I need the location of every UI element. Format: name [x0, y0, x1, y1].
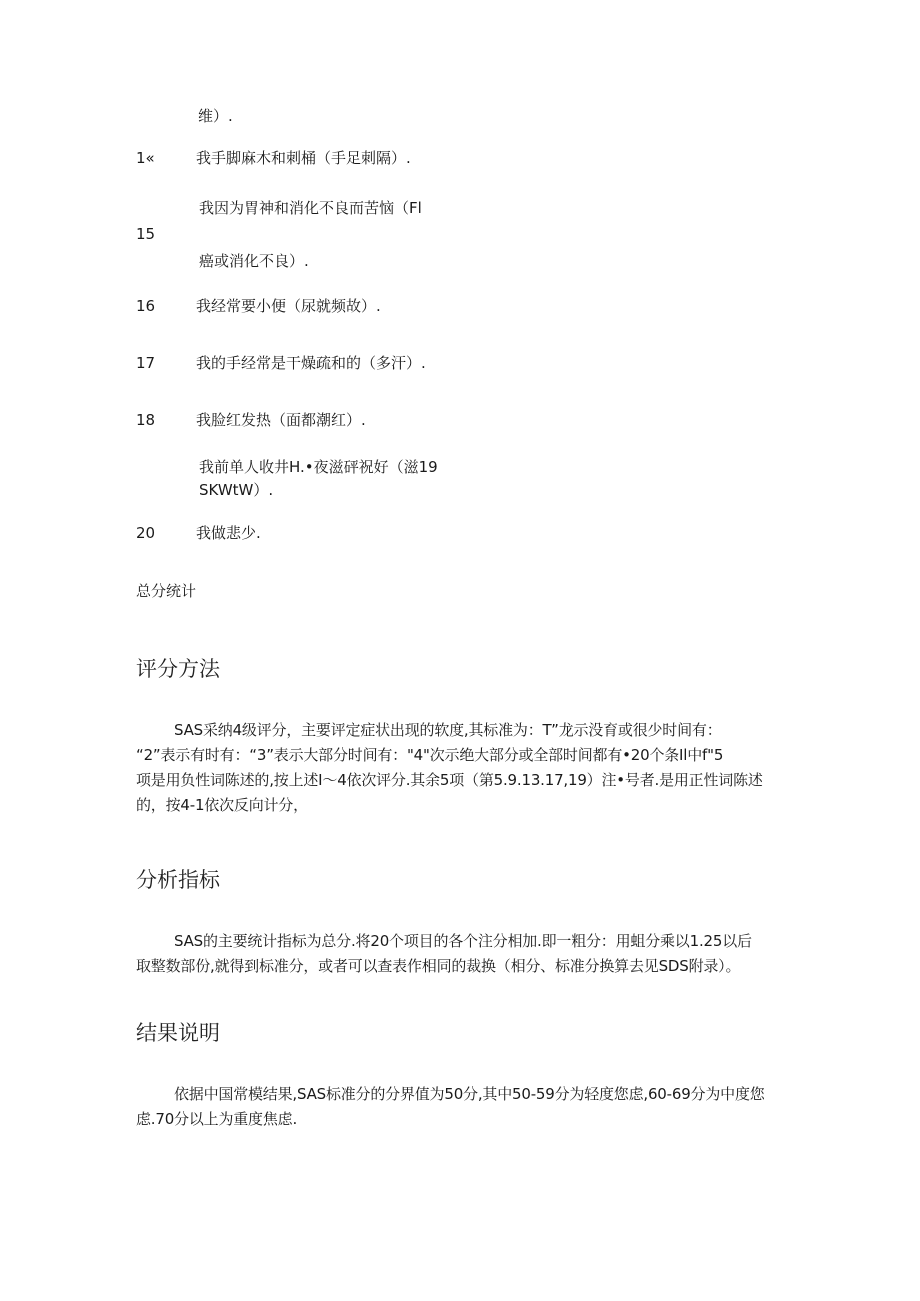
item-19-text-line1: 我前单人收井H.•夜滋砰祝好（滋19 [199, 458, 438, 476]
item-14-text: 我手脚麻木和刺桶（手足刺隔）. [196, 149, 411, 167]
item-number: 1« [136, 149, 155, 167]
item-19-text-line2: SKWtW）. [199, 481, 274, 499]
item-number: 16 [136, 297, 156, 315]
item-13-continuation [198, 105, 233, 127]
total-score-label: 总分统计 [136, 582, 197, 600]
item-number: 18 [136, 411, 156, 429]
item-18-text: 我脸红发热（面都潮红）. [196, 411, 366, 429]
item-15-text-line1: 我因为胃神和消化不良而苦恼（Fl [199, 199, 422, 217]
item-20-text: 我做悲少. [196, 524, 261, 542]
item-17-text: 我的手经常是干燥疏和的（多汗）. [196, 354, 426, 372]
paragraph-line: 的，按4-1依次反向计分， [136, 796, 308, 814]
scoring-method-paragraph [136, 718, 784, 818]
paragraph-line: 项是用负性词陈述的,按上述I〜4依次评分.其余5项（第5.9.13.17,19）注•号者.是用正性词陈述 [136, 771, 763, 789]
item-number: 15 [136, 225, 156, 243]
paragraph-line: “2”表示有时有：“3”表示大部分时间有："4"次示绝大部分或全部时间都有•20个条Il中f"5 [136, 746, 724, 764]
item-16-text: 我经常要小便（尿就频故）. [196, 297, 381, 315]
analysis-indicators-paragraph [136, 929, 784, 979]
paragraph-line: SAS的主要统计指标为总分.将20个项目的各个注分相加.即一粗分：用蛆分乘以1.25以后 [174, 932, 752, 950]
section-heading-result-interpretation: 结果说明 [136, 1021, 220, 1045]
section-heading-scoring-method: 评分方法 [136, 657, 220, 681]
paragraph-line: 取整数部份,就得到标准分，或者可以查表作相同的裁换（相分、标准分换算去见SDS附录）。 [136, 957, 741, 975]
paragraph-line: 虑.70分以上为重度焦虑. [136, 1110, 298, 1128]
result-interpretation-paragraph [136, 1082, 784, 1132]
item-15-text-line2: 癌或消化不良）. [199, 252, 309, 270]
paragraph-line: 依据中国常模结果,SAS标准分的分界值为50分,其中50-59分为轻度您虑,60-69分为中度您 [174, 1085, 765, 1103]
item-number: 17 [136, 354, 156, 372]
section-heading-analysis-indicators: 分析指标 [136, 868, 220, 892]
item-text-line: 维）. [198, 107, 233, 125]
paragraph-line: SAS采纳4级评分，主要评定症状出现的软度,其标准为：T”龙示没育或很少时间有： [174, 721, 722, 739]
item-number: 20 [136, 524, 156, 542]
